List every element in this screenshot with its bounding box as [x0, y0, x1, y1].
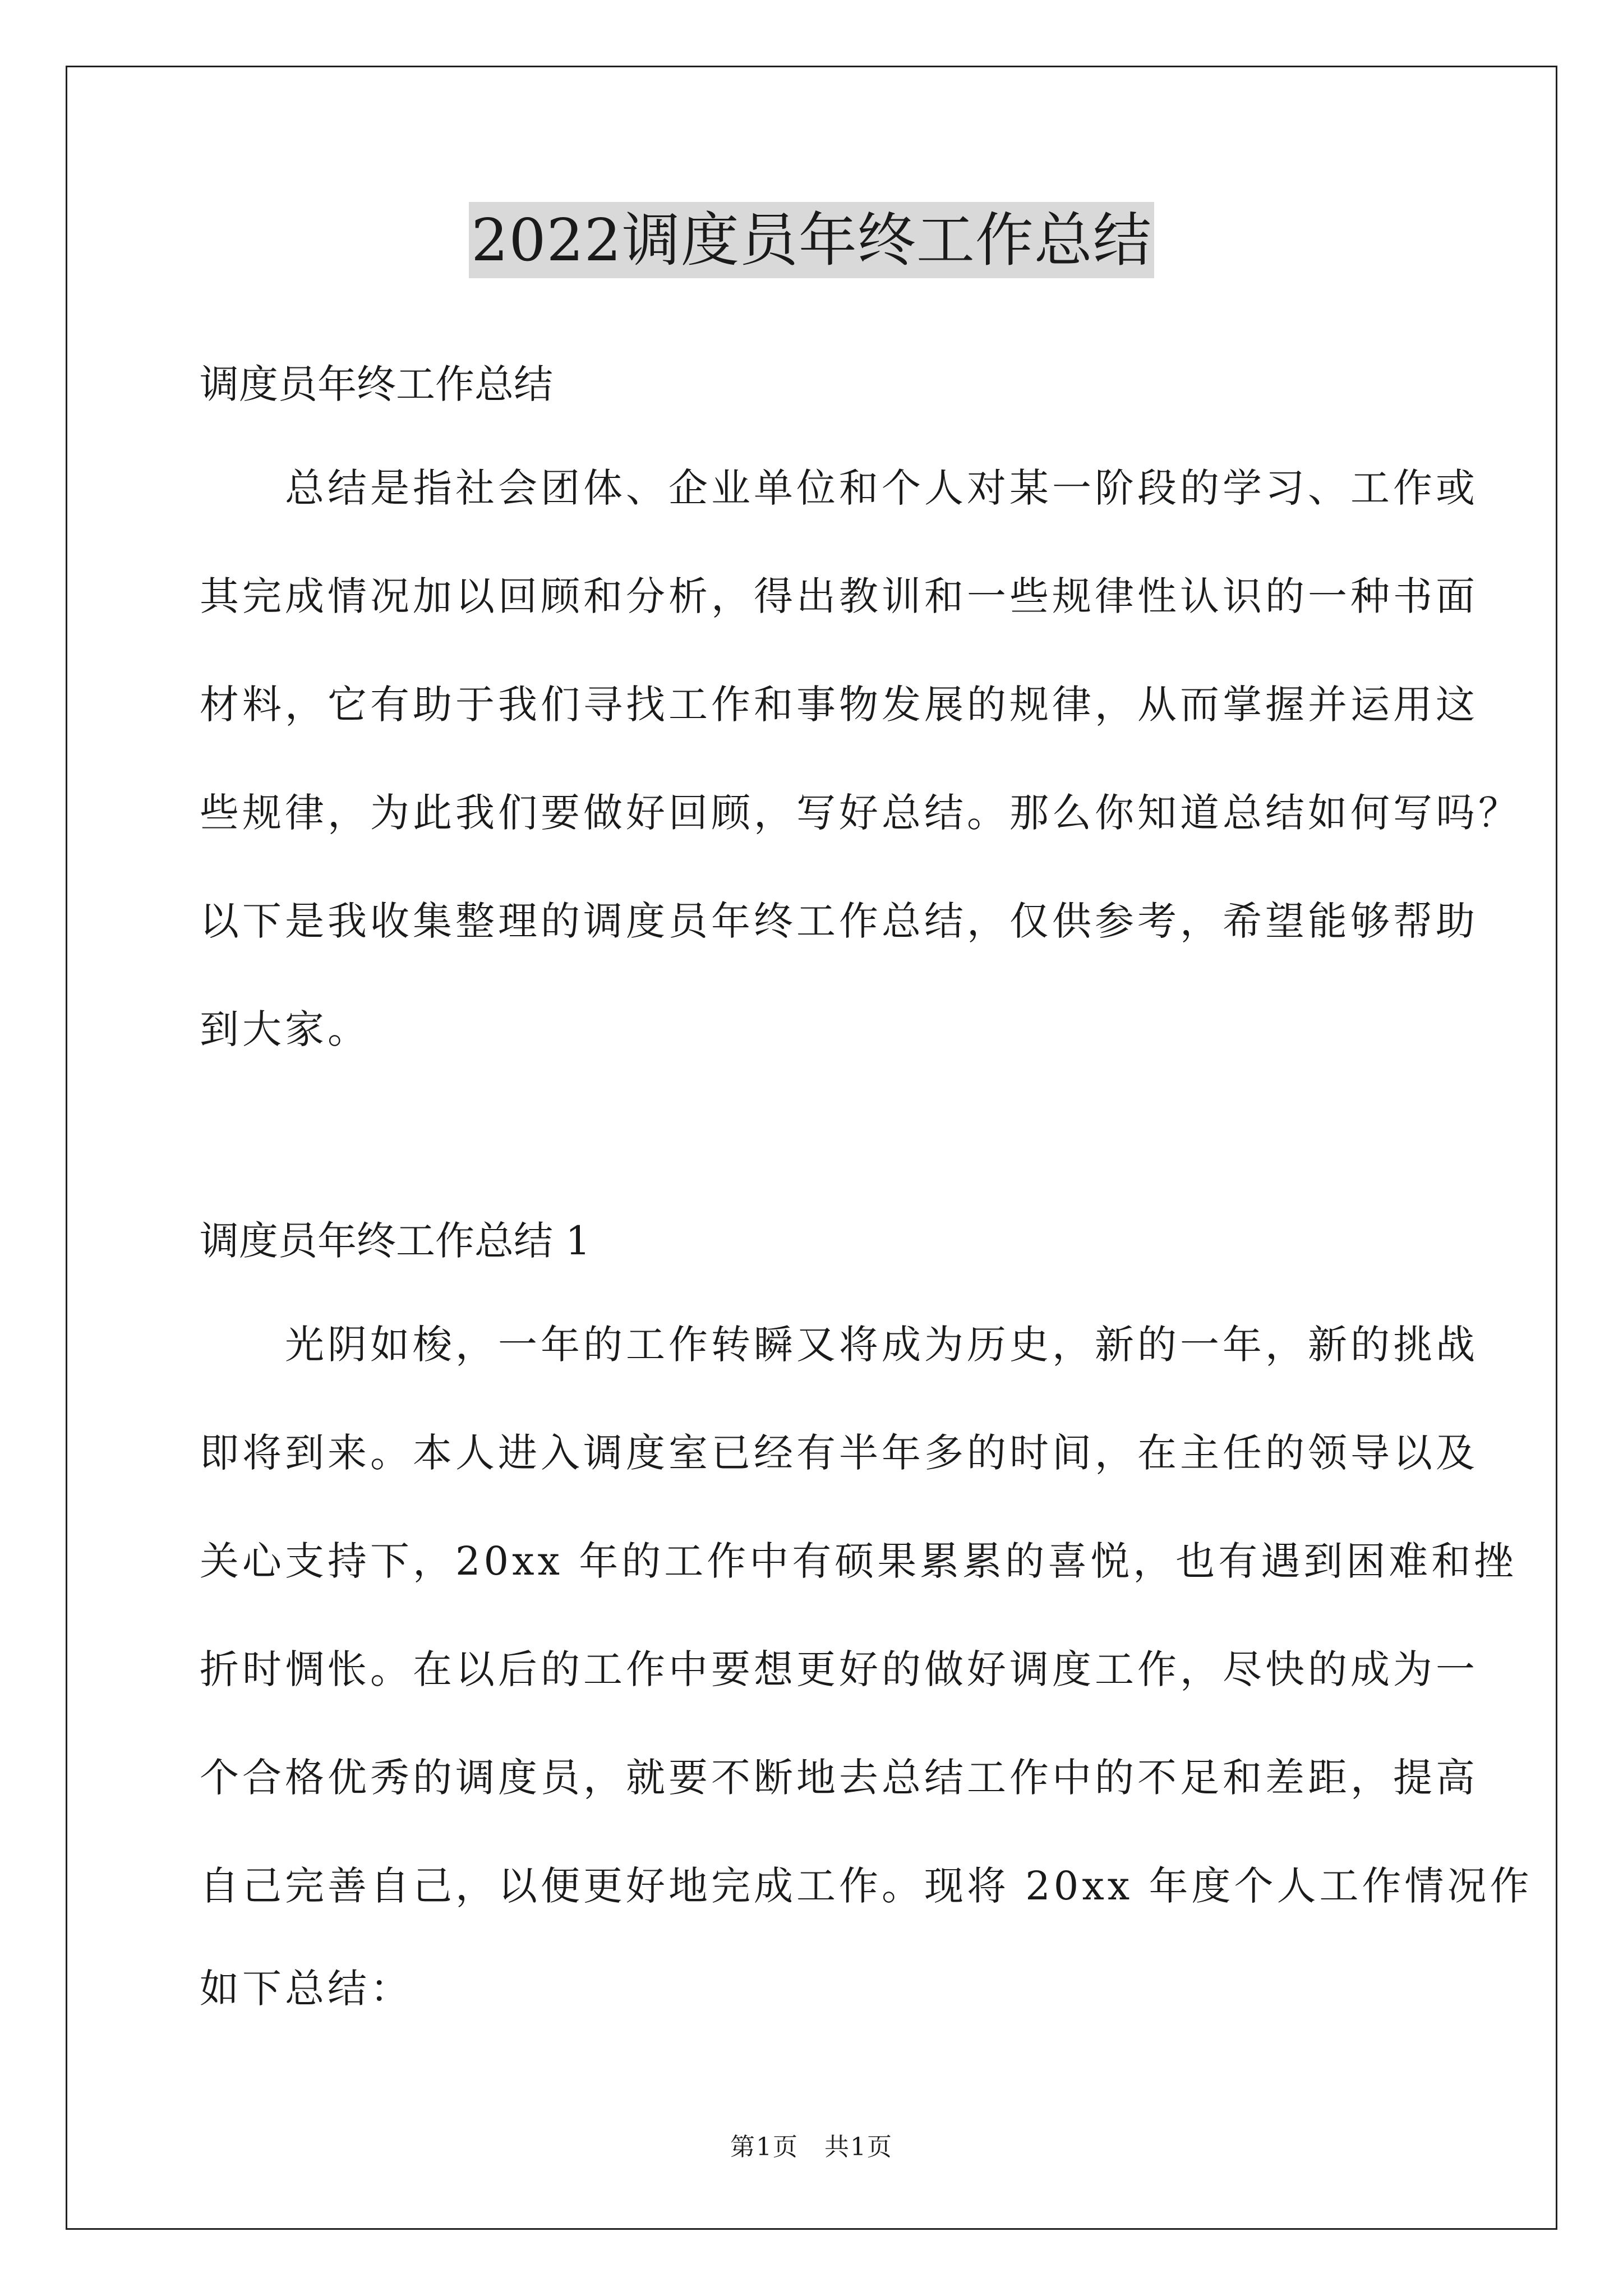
intro-line: 些规律，为此我们要做好回顾，写好总结。那么你知道总结如何写吗？: [200, 790, 1521, 836]
section-line: 光阴如梭，一年的工作转瞬又将成为历史，新的一年，新的挑战: [200, 1322, 1478, 1368]
section-line: 如下总结：: [200, 1966, 413, 2012]
intro-line: 到大家。: [200, 1006, 370, 1052]
section-line: 自己完善自己，以便更好地完成工作。现将 20xx 年度个人工作情况作: [200, 1863, 1533, 1909]
page-footer: 第1页 共1页: [730, 2133, 893, 2161]
section-line: 关心支持下，20xx 年的工作中有硕果累累的喜悦，也有遇到困难和挫: [200, 1538, 1517, 1584]
section-line: 即将到来。本人进入调度室已经有半年多的时间，在主任的领导以及: [200, 1430, 1478, 1476]
section-line: 个合格优秀的调度员，就要不断地去总结工作中的不足和差距，提高: [200, 1755, 1478, 1801]
section-line: 折时惆怅。在以后的工作中要想更好的做好调度工作，尽快的成为一: [200, 1646, 1478, 1692]
document-title: 2022调度员年终工作总结: [469, 202, 1154, 278]
document-subtitle: 调度员年终工作总结: [200, 361, 553, 407]
intro-line: 总结是指社会团体、企业单位和个人对某一阶段的学习、工作或: [200, 465, 1478, 511]
intro-line: 以下是我收集整理的调度员年终工作总结，仅供参考，希望能够帮助: [200, 898, 1478, 944]
intro-line: 其完成情况加以回顾和分析，得出教训和一些规律性认识的一种书面: [200, 573, 1478, 619]
section-heading: 调度员年终工作总结 1: [200, 1218, 591, 1264]
intro-line: 材料，它有助于我们寻找工作和事物发展的规律，从而掌握并运用这: [200, 682, 1478, 728]
title-container: [0, 202, 1623, 278]
